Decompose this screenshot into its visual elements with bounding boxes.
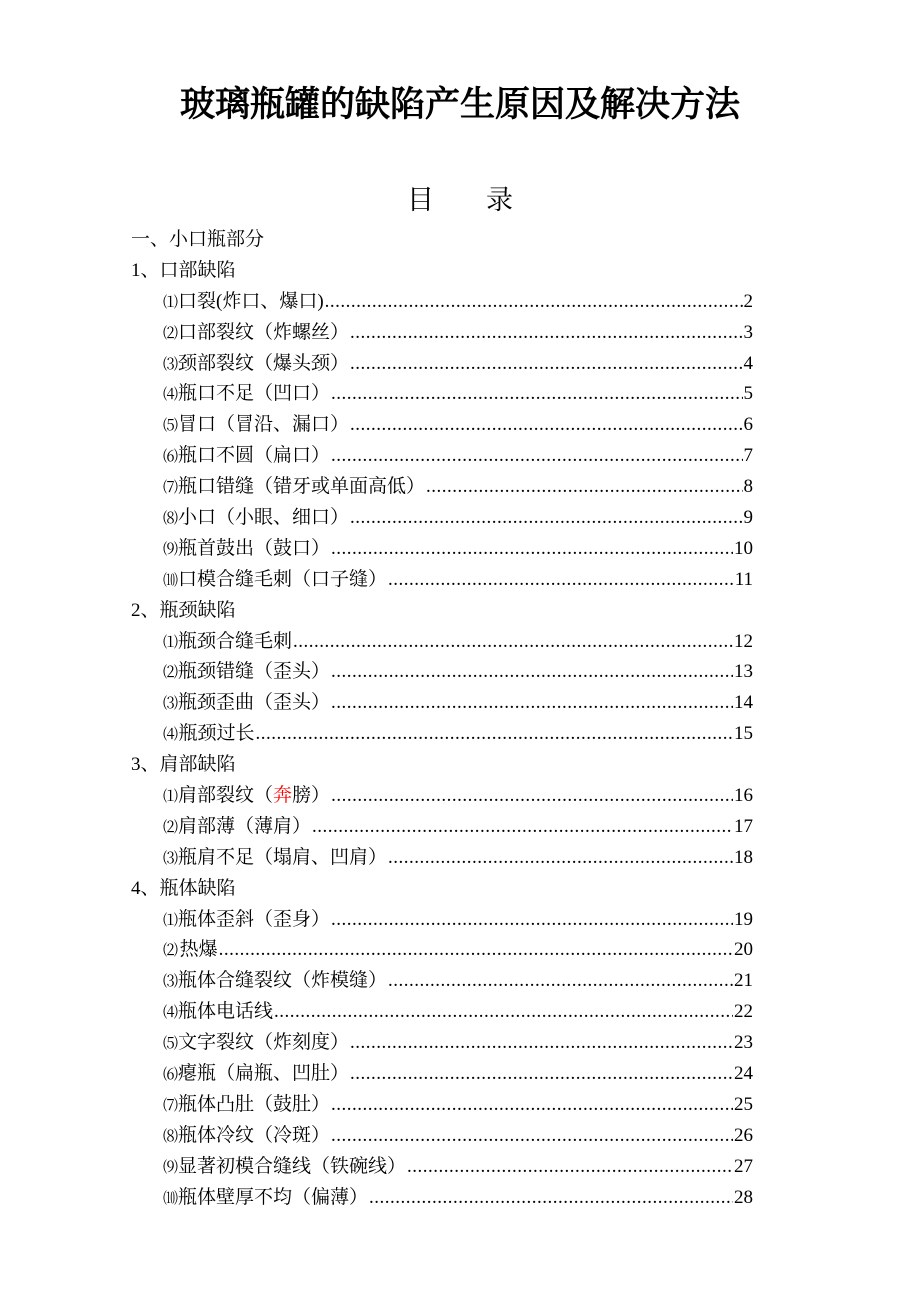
toc-entry[interactable] <box>131 287 761 318</box>
entry-page: 2 <box>743 290 753 312</box>
entry-label: 瓶颈合缝毛刺 <box>178 630 293 652</box>
toc-entry[interactable] <box>131 997 761 1028</box>
toc-entry[interactable] <box>131 688 761 719</box>
toc-entry[interactable] <box>131 472 761 503</box>
toc-section-title[interactable]: 3、肩部缺陷 <box>131 754 236 776</box>
toc-entry[interactable] <box>131 935 761 966</box>
entry-number: ⑴ <box>163 634 179 651</box>
dot-leader <box>350 1028 733 1059</box>
entry-label: 口部裂纹（炸螺丝） <box>178 321 350 343</box>
entry-label: 瓶口错缝（错牙或单面高低） <box>178 476 426 498</box>
document-title: 玻璃瓶罐的缺陷产生原因及解决方法 <box>179 85 740 125</box>
entry-label: 冒口（冒沿、漏口） <box>178 414 350 436</box>
dot-leader <box>350 503 742 534</box>
toc-entry[interactable] <box>131 812 761 843</box>
entry-number: ⑴ <box>163 912 179 929</box>
dot-leader <box>407 1152 733 1183</box>
dot-leader <box>350 318 742 349</box>
dot-leader <box>331 441 742 472</box>
dot-leader <box>388 565 734 596</box>
toc-entry[interactable] <box>131 905 761 936</box>
entry-page: 15 <box>734 723 753 745</box>
entry-number: ⑶ <box>163 850 179 867</box>
entry-label: 瓶口不圆（扁口） <box>178 445 331 467</box>
entry-label: 瓶体合缝裂纹（炸模缝） <box>178 970 388 992</box>
entry-label: 肩部薄（薄肩） <box>178 815 312 837</box>
entry-page: 9 <box>743 507 753 529</box>
toc-entry[interactable] <box>131 1028 761 1059</box>
entry-number: ⑶ <box>163 974 179 991</box>
entry-page: 27 <box>734 1155 753 1177</box>
dot-leader <box>331 781 733 812</box>
entry-page: 18 <box>734 846 753 868</box>
entry-page: 14 <box>734 692 753 714</box>
entry-label: 瘪瓶（扁瓶、凹肚） <box>178 1063 350 1085</box>
dot-leader <box>219 935 733 966</box>
entry-number: ⑵ <box>163 665 179 682</box>
entry-page: 3 <box>743 321 753 343</box>
entry-page: 6 <box>743 414 753 436</box>
entry-number: ⑷ <box>163 1005 179 1022</box>
entry-page: 16 <box>734 785 753 807</box>
entry-number: ⑹ <box>163 1067 179 1084</box>
toc-entry[interactable] <box>131 966 761 997</box>
dot-leader <box>331 1121 733 1152</box>
dot-leader <box>331 379 742 410</box>
table-of-contents <box>131 225 761 1214</box>
entry-page: 11 <box>734 568 753 590</box>
entry-label: 瓶首鼓出（鼓口） <box>178 537 331 559</box>
entry-page: 28 <box>734 1186 753 1208</box>
entry-label: 口模合缝毛刺（口子缝） <box>178 568 388 590</box>
toc-entry[interactable] <box>131 1183 761 1214</box>
entry-number: ⑽ <box>163 572 179 589</box>
dot-leader <box>312 812 733 843</box>
toc-entry[interactable] <box>131 1059 761 1090</box>
entry-label: 瓶颈歪曲（歪头） <box>178 692 331 714</box>
dot-leader <box>331 688 733 719</box>
entry-label: 瓶口不足（凹口） <box>178 383 331 405</box>
dot-leader <box>255 719 733 750</box>
dot-leader <box>331 534 733 565</box>
toc-part-title: 一、小口瓶部分 <box>131 229 265 250</box>
toc-heading <box>0 180 920 220</box>
entry-number: ⑸ <box>163 1036 179 1053</box>
entry-number: ⑷ <box>163 387 179 404</box>
entry-page: 17 <box>734 815 753 837</box>
toc-entry[interactable] <box>131 627 761 658</box>
entry-page: 22 <box>734 1001 753 1023</box>
entry-label: 瓶颈过长 <box>178 723 255 745</box>
entry-number: ⑽ <box>163 1190 179 1207</box>
entry-page: 19 <box>734 908 753 930</box>
entry-page: 13 <box>734 661 753 683</box>
dot-leader <box>350 349 742 380</box>
toc-heading-char-1: 目 <box>407 185 434 215</box>
toc-entry[interactable] <box>131 379 761 410</box>
entry-label: 瓶体壁厚不均（偏薄） <box>178 1186 369 1208</box>
entry-number: ⑼ <box>163 1159 179 1176</box>
entry-label: 瓶体冷纹（冷斑） <box>178 1124 331 1146</box>
entry-label: 口裂(炸口、爆口) <box>178 290 324 312</box>
entry-label: 肩部裂纹（奔膀） <box>178 785 331 807</box>
toc-entry[interactable] <box>131 1152 761 1183</box>
toc-entry[interactable] <box>131 565 761 596</box>
dot-leader <box>293 627 733 658</box>
entry-number: ⑷ <box>163 727 179 744</box>
entry-page: 23 <box>734 1032 753 1054</box>
toc-entry[interactable] <box>131 410 761 441</box>
entry-number: ⑻ <box>163 1128 179 1145</box>
toc-section-title[interactable]: 4、瓶体缺陷 <box>131 877 236 899</box>
entry-label: 热爆 <box>179 939 218 961</box>
entry-number: ⑴ <box>163 294 179 311</box>
toc-heading-char-2: 录 <box>486 185 513 215</box>
entry-number: ⑺ <box>163 1097 179 1114</box>
entry-page: 24 <box>734 1063 753 1085</box>
entry-number: ⑶ <box>163 696 179 713</box>
entry-number: ⑹ <box>163 449 179 466</box>
dot-leader <box>388 843 733 874</box>
dot-leader <box>426 472 742 503</box>
dot-leader <box>388 966 733 997</box>
dot-leader <box>325 287 743 318</box>
entry-label: 显著初模合缝线（铁碗线） <box>178 1155 407 1177</box>
dot-leader <box>350 1059 733 1090</box>
entry-page: 7 <box>743 445 753 467</box>
entry-number: ⑻ <box>163 511 179 528</box>
toc-entry[interactable] <box>131 349 761 380</box>
entry-page: 4 <box>743 352 753 374</box>
entry-number: ⑺ <box>163 480 179 497</box>
toc-entry[interactable] <box>131 534 761 565</box>
entry-number: ⑴ <box>163 789 179 806</box>
dot-leader <box>331 1090 733 1121</box>
entry-page: 21 <box>734 970 753 992</box>
entry-number: ⑵ <box>163 943 179 960</box>
toc-entry[interactable] <box>131 719 761 750</box>
entry-label: 小口（小眼、细口） <box>178 507 350 529</box>
toc-entry[interactable] <box>131 781 761 812</box>
toc-entry[interactable] <box>131 1090 761 1121</box>
dot-leader <box>274 997 733 1028</box>
toc-section-title[interactable]: 1、口部缺陷 <box>131 259 236 281</box>
entry-label: 瓶体歪斜（歪身） <box>178 908 331 930</box>
entry-label: 瓶肩不足（塌肩、凹肩） <box>178 846 388 868</box>
entry-page: 12 <box>734 630 753 652</box>
toc-section-title[interactable]: 2、瓶颈缺陷 <box>131 599 236 621</box>
entry-number: ⑸ <box>163 418 179 435</box>
toc-entry[interactable] <box>131 657 761 688</box>
entry-page: 5 <box>743 383 753 405</box>
entry-page: 26 <box>734 1124 753 1146</box>
entry-label: 瓶体凸肚（鼓肚） <box>178 1093 331 1115</box>
toc-entry[interactable] <box>131 318 761 349</box>
toc-entry[interactable] <box>131 503 761 534</box>
toc-entry[interactable] <box>131 441 761 472</box>
toc-entry[interactable] <box>131 1121 761 1152</box>
dot-leader <box>331 657 733 688</box>
dot-leader <box>369 1183 733 1214</box>
toc-entry[interactable] <box>131 843 761 874</box>
dot-leader <box>331 905 733 936</box>
entry-number: ⑼ <box>163 541 179 558</box>
entry-page: 25 <box>734 1093 753 1115</box>
entry-page: 8 <box>743 476 753 498</box>
entry-label: 瓶体电话线 <box>178 1001 274 1023</box>
entry-number: ⑶ <box>163 356 179 373</box>
entry-label: 瓶颈错缝（歪头） <box>178 661 331 683</box>
entry-number: ⑵ <box>163 819 179 836</box>
entry-number: ⑵ <box>163 325 179 342</box>
entry-label: 文字裂纹（炸刻度） <box>178 1032 350 1054</box>
entry-page: 20 <box>734 939 753 961</box>
dot-leader <box>350 410 742 441</box>
entry-page: 10 <box>734 537 753 559</box>
entry-label: 颈部裂纹（爆头颈） <box>178 352 350 374</box>
highlighted-character: 奔 <box>273 785 293 807</box>
